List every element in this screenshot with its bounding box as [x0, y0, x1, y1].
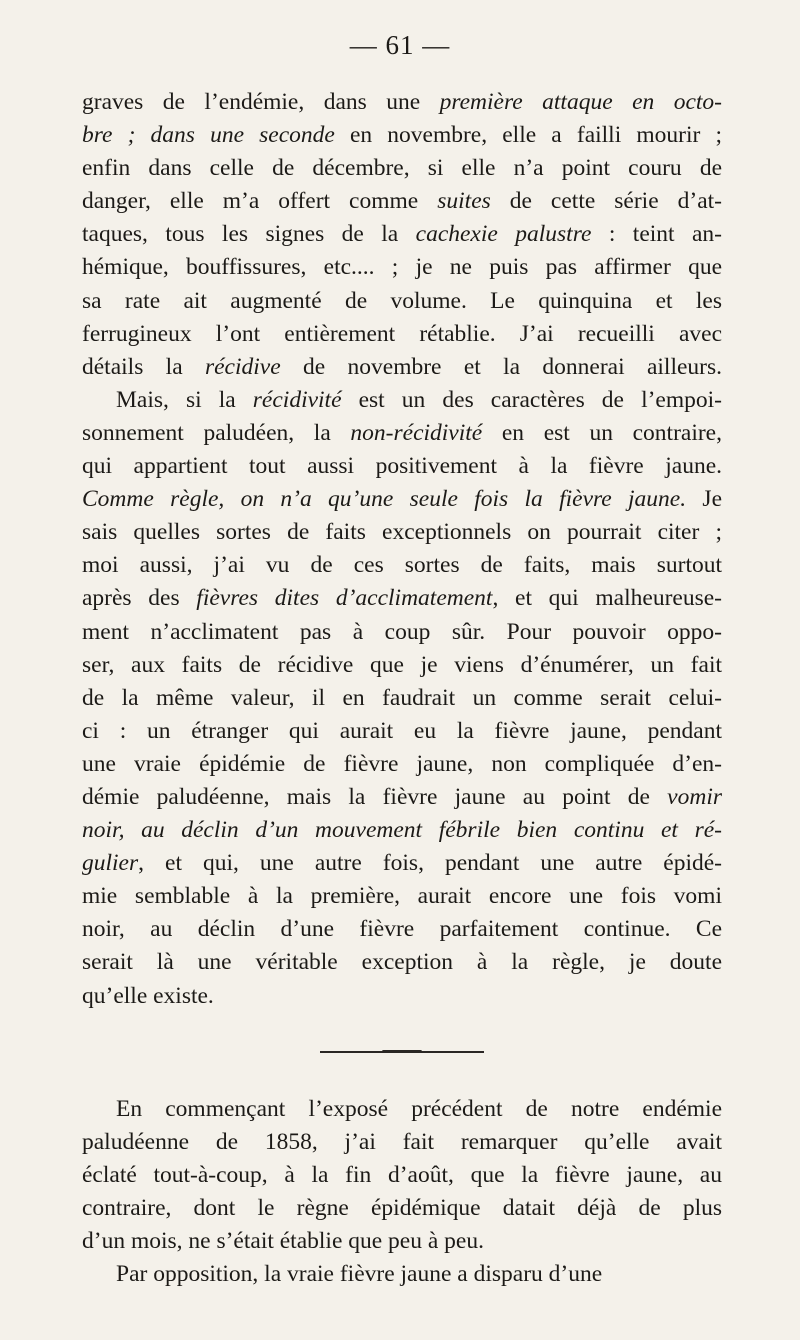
text-run: démie paludéenne, mais la fièvre jaune au point de: [82, 783, 668, 810]
text-line: [82, 450, 722, 483]
text-run: moi aussi, j’ai vu de ces sortes de faits, mais surtout: [82, 552, 722, 579]
italic-text: fièvres dites d’acclimatement: [196, 585, 493, 612]
text-line: [82, 384, 722, 417]
text-line: [82, 1192, 722, 1225]
text-line: [82, 582, 722, 615]
italic-text: gulier: [82, 850, 139, 877]
text-run: serait là une véritable exception à la règle, je doute: [82, 949, 722, 976]
divider-rule: [320, 1051, 484, 1053]
text-line: [82, 86, 722, 119]
text-run: ci : un étranger qui aurait eu la fièvre jaune, pendant: [82, 717, 722, 744]
text-run: est un des caractères de l’empoi-: [341, 386, 722, 413]
text-line: [82, 218, 722, 251]
paragraph-1: [82, 86, 722, 1013]
text-line: [82, 649, 722, 682]
text-run: de novembre et la donnerai ailleurs.: [280, 353, 722, 380]
text-line: [82, 814, 722, 847]
text-line: [82, 682, 722, 715]
text-run: , et qui, une autre fois, pendant une autre épidé-: [138, 850, 722, 877]
italic-text: bre ; dans une seconde: [82, 122, 335, 149]
text-line: [82, 847, 722, 880]
text-line: [82, 1258, 722, 1291]
text-line: [82, 318, 722, 351]
text-run: Je: [686, 486, 722, 513]
text-run: de la même valeur, il en faudrait un comme serait celui-: [82, 684, 722, 711]
text-run: sais quelles sortes de faits exceptionnels on pourrait citer ;: [82, 519, 722, 546]
text-run: qui appartient tout aussi positivement à la fièvre jaune.: [82, 453, 722, 480]
italic-text: vomir: [667, 783, 722, 810]
text-line: [82, 351, 722, 384]
text-run: qu’elle existe.: [82, 982, 214, 1009]
text-run: enfin dans celle de décembre, si elle n’a point couru de: [82, 155, 722, 182]
text-run: d’un mois, ne s’était établie que peu à peu.: [82, 1228, 484, 1254]
text-run: paludéenne de 1858, j’ai fait remarquer qu’elle avait: [82, 1128, 722, 1155]
text-run: : teint an-: [591, 221, 722, 248]
italic-text: non-récidivité: [350, 419, 483, 446]
text-run: En commençant l’exposé précédent de notre endémie: [116, 1095, 722, 1122]
text-line: [82, 483, 722, 516]
text-line: [82, 748, 722, 781]
italic-text: noir, au déclin d’un mouvement fébrile bien continu et ré-: [82, 817, 722, 844]
text-line: [82, 1159, 722, 1192]
text-run: Mais, si la: [116, 386, 253, 413]
italic-text: cachexie palustre: [415, 221, 592, 248]
italic-text: première attaque en octo-: [439, 89, 722, 115]
text-line: [82, 549, 722, 582]
text-line: [82, 1126, 722, 1159]
text-line: [82, 880, 722, 913]
text-run: danger, elle m’a offert comme: [82, 188, 438, 215]
text-line: [82, 913, 722, 946]
text-run: graves de l’endémie, dans une: [82, 89, 440, 115]
text-run: en est un contraire,: [482, 419, 722, 446]
text-run: mie semblable à la première, aurait encore une fois vomi: [82, 883, 722, 910]
text-run: hémique, bouffissures, etc.... ; je ne puis pas affirmer que: [82, 254, 722, 281]
text-line: [82, 715, 722, 748]
body-text: [82, 86, 722, 1291]
text-run: ment n’acclimatent pas à coup sûr. Pour pouvoir oppo-: [82, 618, 722, 645]
text-run: ferrugineux l’ont entièrement rétablie. J’ai recueilli avec: [82, 320, 722, 347]
italic-text: récidive: [204, 353, 281, 380]
text-run: détails la: [82, 353, 205, 380]
italic-text: Comme règle, on n’a qu’une seule fois la fièvre jaune.: [82, 486, 687, 513]
text-line: [82, 152, 722, 185]
text-run: ser, aux faits de récidive que je viens d’énumérer, un fait: [82, 651, 722, 678]
text-run: après des: [82, 585, 197, 612]
page-number: — 61 —: [349, 30, 451, 60]
text-run: de cette série d’at-: [490, 188, 722, 215]
text-line: [82, 1093, 722, 1126]
text-line: [82, 119, 722, 152]
text-line: [82, 781, 722, 814]
italic-text: suites: [437, 188, 491, 215]
section-divider: [82, 1013, 722, 1093]
text-run: sa rate ait augmenté de volume. Le quinquina et les: [82, 287, 722, 314]
text-line: [82, 417, 722, 450]
text-run: une vraie épidémie de fièvre jaune, non compliquée d’en-: [82, 750, 722, 777]
paragraph-2: [82, 1093, 722, 1292]
text-run: , et qui malheureuse-: [492, 585, 722, 612]
text-line: [82, 516, 722, 549]
italic-text: récidivité: [252, 386, 342, 413]
text-run: en novembre, elle a failli mourir ;: [334, 122, 722, 149]
text-run: noir, au déclin d’une fièvre parfaitement continue. Ce: [82, 916, 722, 943]
text-line: [82, 185, 722, 218]
text-line: [82, 285, 722, 318]
text-run: taques, tous les signes de la: [82, 221, 416, 248]
text-run: Par opposition, la vraie fièvre jaune a disparu d’une: [116, 1261, 603, 1288]
text-line: [82, 1225, 722, 1258]
text-line: [82, 980, 722, 1013]
text-run: sonnement paludéen, la: [82, 419, 351, 446]
text-run: contraire, dont le règne épidémique datait déjà de plus: [82, 1194, 722, 1221]
text-line: [82, 251, 722, 284]
text-line: [82, 946, 722, 979]
text-run: éclaté tout-à-coup, à la fin d’août, que la fièvre jaune, au: [82, 1161, 722, 1188]
text-line: [82, 616, 722, 649]
